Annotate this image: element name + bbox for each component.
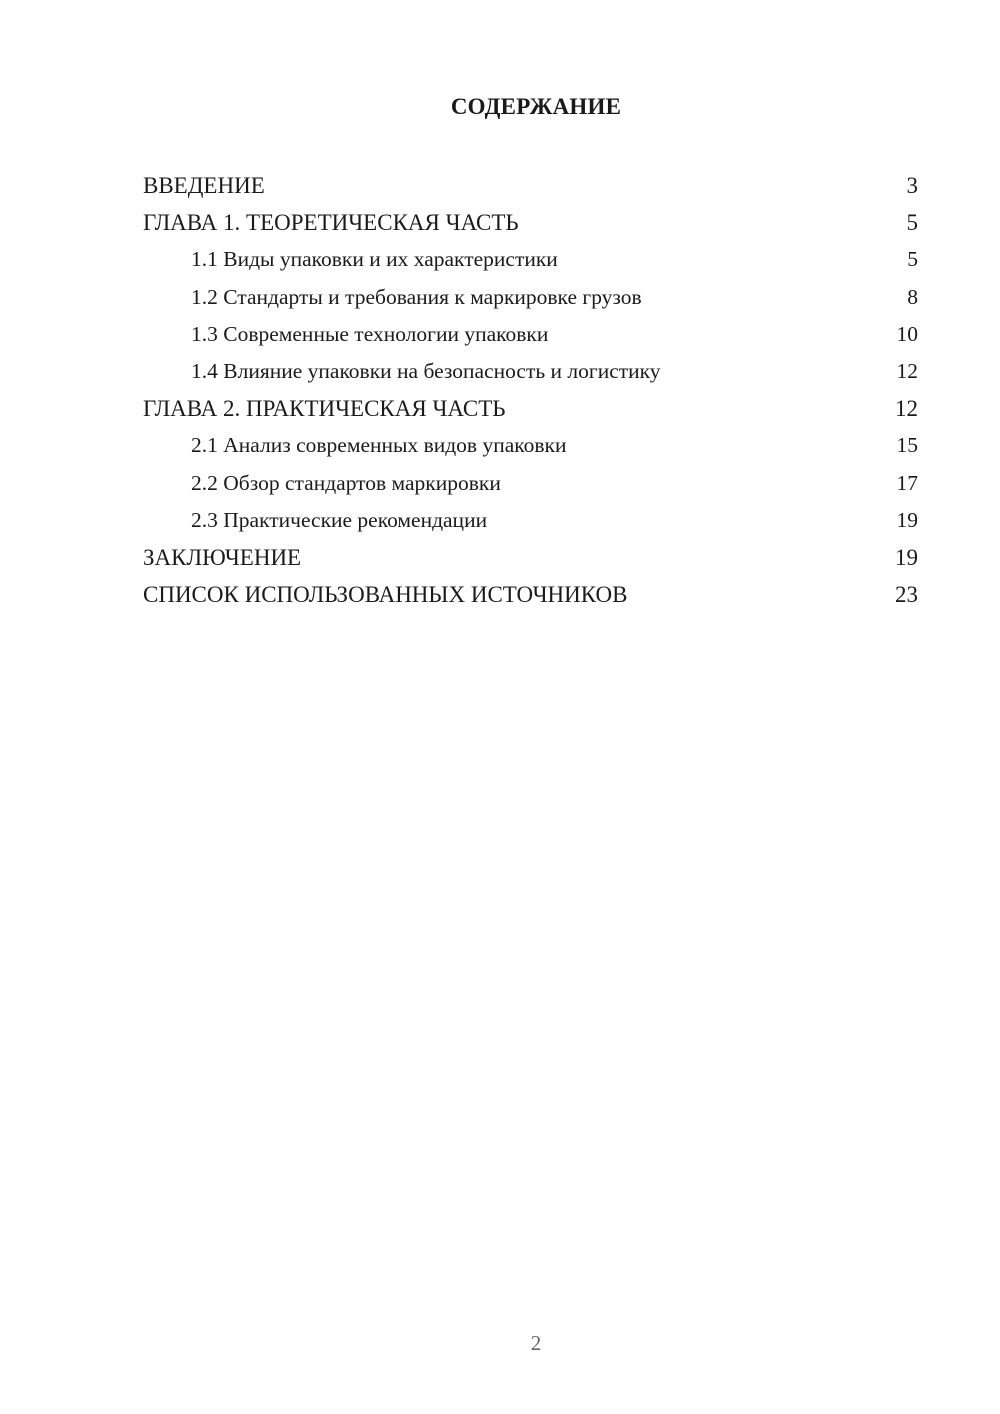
toc-entry-section-1-3[interactable] [143,316,918,353]
toc-entry-page: 15 [896,433,918,458]
toc-entry-section-2-1[interactable] [143,427,918,464]
toc-entry-section-1-2[interactable] [143,279,918,316]
toc-entry-text: 1.3 Современные технологии упаковки [191,321,549,346]
toc-entry-chapter-2[interactable] [143,390,918,427]
page-number: 2 [530,1331,542,1355]
toc-entry-text: ГЛАВА 1. ТЕОРЕТИЧЕСКАЯ ЧАСТЬ [143,210,519,236]
toc-entry-conclusion[interactable] [143,539,918,576]
toc-entry-page: 5 [906,210,918,236]
toc-entry-text: ЗАКЛЮЧЕНИЕ [143,544,302,570]
toc-entry-section-1-4[interactable] [143,353,918,390]
toc-entry-introduction[interactable] [143,167,918,204]
toc-entry-page: 19 [896,507,918,532]
page-title: СОДЕРЖАНИЕ [450,94,622,119]
toc-entry-section-2-2[interactable] [143,465,918,502]
toc-entry-text: 2.1 Анализ современных видов упаковки [191,433,567,458]
toc-entry-section-1-1[interactable] [143,241,918,278]
toc-entry-section-2-3[interactable] [143,502,918,539]
toc-entry-page: 19 [895,544,918,570]
toc-entry-page: 12 [895,396,918,422]
toc-entry-text: 1.1 Виды упаковки и их характеристики [191,247,558,272]
table-of-contents [143,167,918,613]
toc-entry-page: 8 [907,284,918,309]
toc-entry-page: 12 [896,358,918,383]
toc-entry-page: 5 [907,247,918,272]
toc-entry-text: ВВЕДЕНИЕ [143,173,265,198]
toc-entry-page: 17 [896,470,918,495]
toc-entry-text: ГЛАВА 2. ПРАКТИЧЕСКАЯ ЧАСТЬ [143,396,506,422]
toc-entry-chapter-1[interactable] [143,204,918,241]
toc-entry-page: 3 [906,173,918,198]
toc-entry-references[interactable] [143,576,918,613]
toc-entry-text: 1.4 Влияние упаковки на безопасность и логистику [191,358,661,383]
toc-entry-page: 23 [895,582,918,608]
toc-entry-text: 2.2 Обзор стандартов маркировки [191,470,501,495]
toc-entry-text: 1.2 Стандарты и требования к маркировке грузов [191,284,642,309]
toc-entry-page: 10 [896,321,918,346]
toc-entry-text: 2.3 Практические рекомендации [191,507,488,532]
toc-entry-text: СПИСОК ИСПОЛЬЗОВАННЫХ ИСТОЧНИКОВ [143,582,628,608]
